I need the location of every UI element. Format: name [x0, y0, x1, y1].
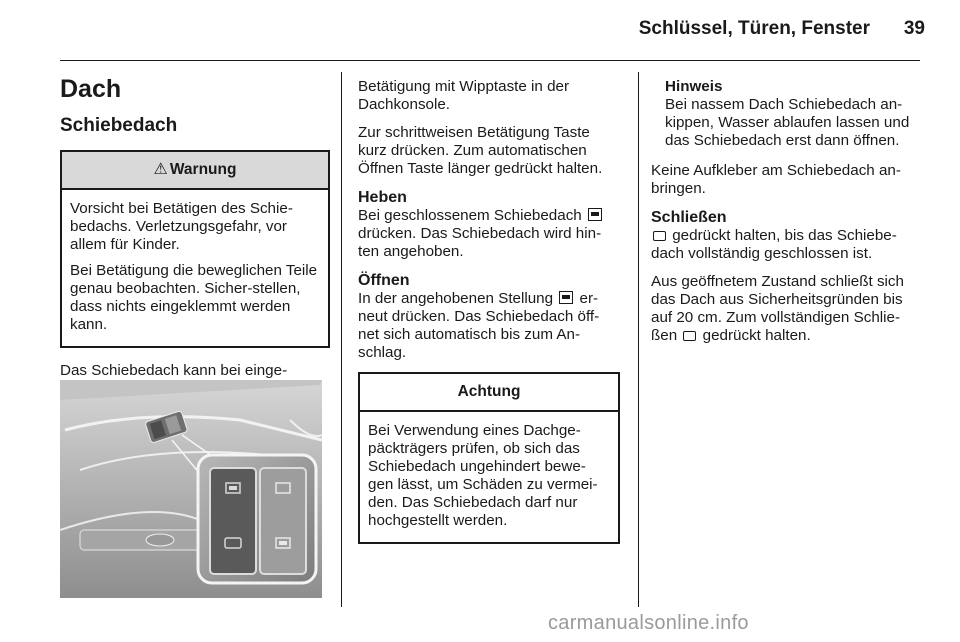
warning-box-header: [62, 152, 328, 190]
oeffnen-text-a: In der angehobenen Stellung: [358, 290, 554, 307]
caution-text: Bei Verwendung eines Dachge-päckträgers prüfen, ob sich das Schiebedach ungehindert bewe-gen lässt, um Schäden zu vermei-den. Das Schiebedach darf nur hochgestellt werden.: [368, 422, 598, 529]
caution-box: [358, 372, 620, 544]
close-symbol-icon: [683, 331, 696, 341]
watermark: carmanualsonline.info: [548, 612, 749, 634]
hint-text: Bei nassem Dach Schiebedach an-kippen, Wasser ablaufen lassen und das Schiebedach erst dann öffnen.: [665, 96, 910, 149]
hint-title: Hinweis: [665, 78, 723, 95]
sticker-text: Keine Aufkleber am Schiebedach an-bringen.: [651, 162, 901, 197]
sunroof-switch-illustration: [60, 380, 322, 598]
tilt-symbol-icon: [588, 208, 602, 221]
warning-text-2: Bei Betätigung die beweglichen Teile genau beobachten. Sicher-stellen, dass nichts eingeklemmt werden kann.: [70, 262, 318, 333]
oeffnen-text-b: er-neut drücken. Das Schiebedach öff-net sich automatisch bis zum An-schlag.: [358, 290, 600, 361]
ignition-text: Das Schiebedach kann bei einge-: [60, 362, 288, 379]
tilt-symbol-icon: [559, 291, 573, 304]
schliessen-heading: Schließen: [651, 209, 727, 226]
column-divider-1: [341, 72, 342, 607]
close-symbol-icon: [653, 231, 666, 241]
page-number: 39: [903, 18, 925, 39]
schliessen-text: gedrückt halten, bis das Schiebe-dach vollständig geschlossen ist.: [651, 227, 897, 262]
column-2: [358, 78, 620, 558]
heben-text-b: drücken. Das Schiebedach wird hin-ten angehoben.: [358, 225, 602, 260]
warning-triangle-icon: ⚠: [153, 161, 168, 178]
operation-text-2: Zur schrittweisen Betätigung Taste kurz drücken. Zum automatischen Öffnen Taste länger gedrückt halten.: [358, 124, 603, 177]
caution-title: Achtung: [360, 374, 618, 412]
subsection-heading: Schiebedach: [60, 115, 178, 136]
heben-text-a: Bei geschlossenem Schiebedach: [358, 207, 582, 224]
operation-text-1: Betätigung mit Wipptaste in der Dachkonsole.: [358, 78, 570, 113]
header-rule: [60, 60, 920, 61]
column-1: [60, 72, 330, 408]
column-divider-2: [638, 72, 639, 607]
column-3: [651, 78, 923, 355]
warning-title: Warnung: [169, 161, 237, 178]
section-heading: Dach: [60, 75, 122, 103]
warning-box: [60, 150, 330, 348]
page-header-title: Schlüssel, Türen, Fenster: [638, 18, 870, 39]
hint-box: [651, 78, 923, 150]
warning-text-1: Vorsicht bei Betätigen des Schie-bedachs. Verletzungsgefahr, vor allem für Kinder.: [70, 200, 293, 253]
heben-heading: Heben: [358, 189, 407, 206]
safety-close-text-b: gedrückt halten.: [702, 327, 811, 344]
safety-close-text-a: Aus geöffnetem Zustand schließt sich das Dach aus Sicherheitsgründen bis auf 20 cm. Zum vollständigen Schlie-ßen: [651, 273, 904, 344]
oeffnen-heading: Öffnen: [358, 272, 410, 289]
